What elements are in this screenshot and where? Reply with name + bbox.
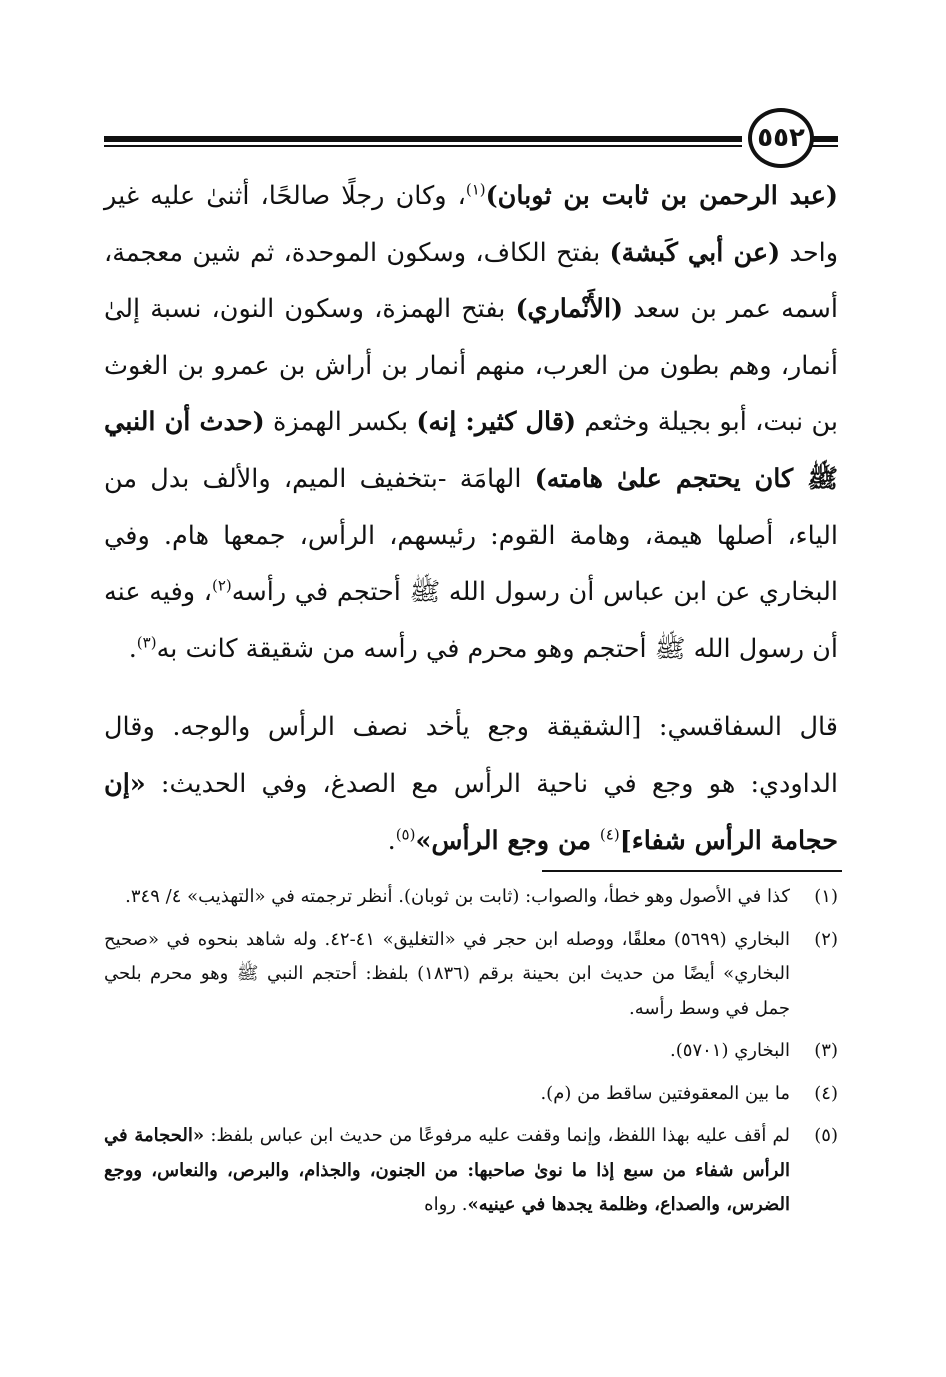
text-segment: بكسر الهمزة bbox=[264, 407, 417, 438]
page-number: ٥٥٢ bbox=[748, 108, 814, 168]
footnote-ref: (١) bbox=[465, 180, 486, 199]
footnote-number: (١) bbox=[814, 886, 838, 907]
main-text bbox=[104, 168, 838, 869]
text-segment: . bbox=[128, 633, 137, 664]
footnote-text bbox=[104, 923, 790, 1027]
bold-text-segment: «الحجامة في الرأس شفاء من سبع إذا ما نوىٰ صاحبها: من الجنون، والجذام، والبرص، والنعاس، ووجع الضرس، والصداع، وظلمة يجدها في عينيه» bbox=[104, 1125, 790, 1215]
bold-text-segment: «إن حجامة الرأس شفاء] bbox=[104, 768, 838, 856]
text-segment: بفتح الهمزة، وسكون النون، نسبة إلىٰ أنمار، وهم بطون من العرب، منهم أنمار بن أراش بن عمرو بن الغوث بن نبت، أبو بجيلة وخثعم bbox=[104, 294, 838, 438]
footnote-number: (٥) bbox=[814, 1125, 838, 1146]
footnote-ref: (٢) bbox=[211, 576, 232, 595]
footnote-item bbox=[104, 1077, 838, 1112]
footnote-text bbox=[104, 1077, 790, 1112]
header-rule-tail-thin bbox=[810, 145, 838, 147]
paragraph bbox=[104, 699, 838, 869]
text-segment: لم أقف عليه بهذا اللفظ، وإنما وقفت عليه مرفوعًا من حديث ابن عباس بلفظ: bbox=[204, 1125, 790, 1146]
bold-text-segment: (قال كثير: إنه) bbox=[416, 407, 577, 438]
footnote-ref: (٣) bbox=[136, 633, 157, 652]
footnote-separator bbox=[542, 870, 842, 872]
text-segment: الهامَة -بتخفيف الميم، والألف بدل من الياء، أصلها هيمة، وهامة القوم: رئيسهم، الرأس، جمعها هام. وفي البخاري عن ابن عباس أن رسول الله ﷺ أحتجم في رأسه bbox=[104, 463, 838, 608]
header-rule-tail bbox=[810, 136, 838, 142]
text-segment: كذا في الأصول وهو خطأ، والصواب: (ثابت بن ثوبان). أنظر ترجمته في «التهذيب» ٤/ ٣٤٩. bbox=[125, 886, 790, 907]
footnotes bbox=[104, 880, 838, 1231]
footnote-ref: (٤) bbox=[599, 825, 620, 844]
text-segment: . رواه bbox=[424, 1194, 468, 1215]
text-segment: ، وفيه عنه أن رسول الله ﷺ أحتجم وهو محرم في رأسه من شقيقة كانت به bbox=[104, 577, 838, 664]
bold-text-segment: (عبد الرحمن بن ثابت بن ثوبان) bbox=[485, 181, 838, 211]
paragraph bbox=[104, 168, 838, 677]
footnote-item bbox=[104, 1034, 838, 1069]
footnote-item bbox=[104, 880, 838, 915]
footnote-text bbox=[104, 1034, 790, 1069]
footnote-text bbox=[104, 880, 790, 915]
header-rule-thin bbox=[104, 145, 742, 147]
header-rule-thick bbox=[104, 136, 742, 142]
footnote-text bbox=[104, 1119, 790, 1223]
bold-text-segment: (عن أبي كَبشة) bbox=[609, 237, 781, 268]
text-segment: ، وكان رجلًا صالحًا، أثنىٰ عليه غير واحد bbox=[104, 181, 839, 268]
text-segment: قال السفاقسي: [الشقيقة وجع يأخد نصف الرأس والوجه. وقال الداودي: هو وجع في ناحية الرأس مع الصدغ، وفي الحديث: bbox=[104, 712, 838, 799]
footnote-item bbox=[104, 1119, 838, 1223]
bold-text-segment: (حدث أن النبي ﷺ كان يحتجم علىٰ هامته) bbox=[104, 407, 838, 494]
footnote-number: (٣) bbox=[814, 1040, 838, 1061]
text-segment: البخاري (٥٧٠١). bbox=[670, 1040, 790, 1061]
footnote-ref: (٥) bbox=[395, 825, 416, 844]
text-segment: بفتح الكاف، وسكون الموحدة، ثم شين معجمة، أسمه عمر بن سعد bbox=[104, 237, 838, 325]
text-segment: البخاري (٥٦٩٩) معلقًا، ووصله ابن حجر في «التغليق» ٤١-٤٢. وله شاهد بنحوه في «صحيح البخاري» أيضًا من حديث ابن بحينة برقم (١٨٣٦) بلفظ: أحتجم النبي ﷺ وهو محرم بلحي جمل في وسط رأسه. bbox=[104, 928, 791, 1019]
text-segment: ما بين المعقوفتين ساقط من (م). bbox=[540, 1082, 790, 1104]
footnote-number: (٢) bbox=[814, 928, 838, 950]
text-segment: . bbox=[387, 825, 396, 856]
page-header bbox=[104, 92, 838, 172]
footnote-number: (٤) bbox=[814, 1082, 838, 1104]
bold-text-segment: (الأَنْماري) bbox=[515, 294, 624, 325]
footnote-item bbox=[104, 923, 838, 1027]
bold-text-segment: من وجع الرأس» bbox=[415, 825, 600, 856]
